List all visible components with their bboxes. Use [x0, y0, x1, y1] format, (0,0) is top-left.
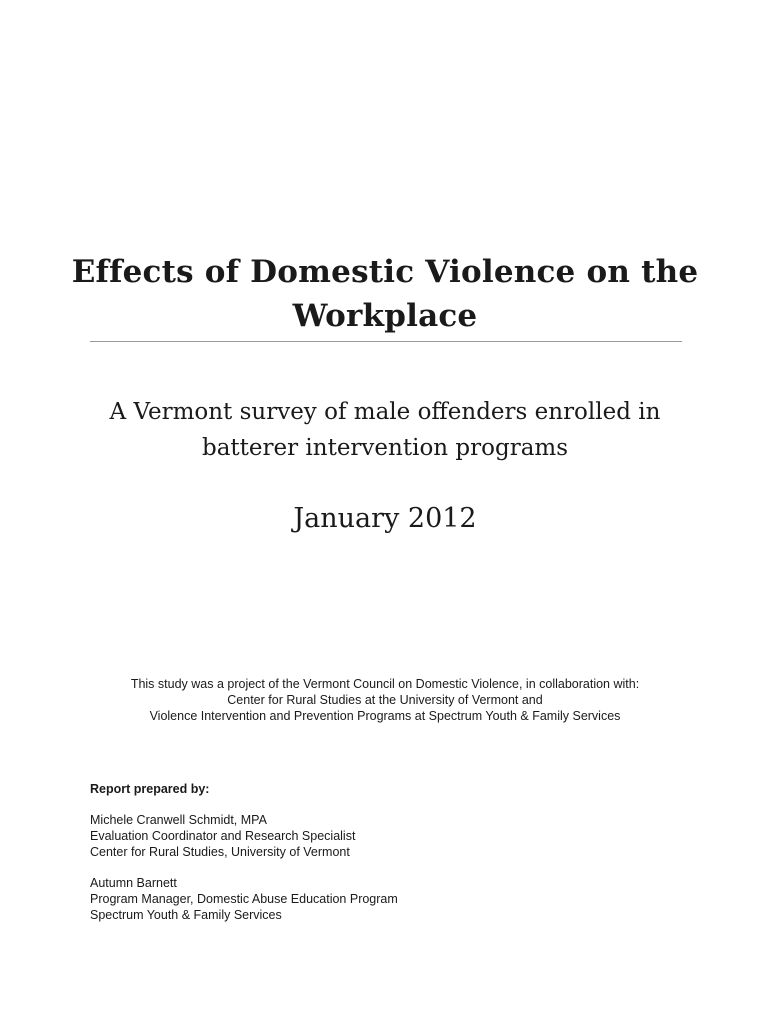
author-organization: Spectrum Youth & Family Services [90, 908, 282, 922]
subtitle-line-2: batterer intervention programs [201, 435, 569, 461]
subtitle-line-1: A Vermont survey of male offenders enrolled in [109, 399, 661, 425]
author-block [90, 812, 398, 860]
collaboration-note [80, 676, 690, 724]
title-line-2: Workplace [292, 298, 478, 334]
document-date: January 2012 [293, 503, 477, 534]
collaboration-line-1: This study was a project of the Vermont Council on Domestic Violence, in collaboration with: [130, 677, 640, 691]
document-subtitle [60, 394, 710, 466]
collaboration-line-2: Center for Rural Studies at the University of Vermont and [227, 693, 543, 707]
author-block [90, 875, 398, 923]
document-title [60, 250, 710, 338]
author-organization: Center for Rural Studies, University of Vermont [90, 845, 350, 859]
prepared-by-section [90, 781, 398, 938]
prepared-by-heading: Report prepared by: [90, 782, 210, 796]
collaboration-line-3: Violence Intervention and Prevention Programs at Spectrum Youth & Family Services [149, 709, 621, 723]
author-role: Evaluation Coordinator and Research Specialist [90, 829, 356, 843]
author-role: Program Manager, Domestic Abuse Education Program [90, 892, 398, 906]
title-line-1: Effects of Domestic Violence on the [71, 254, 699, 290]
author-name: Michele Cranwell Schmidt, MPA [90, 813, 267, 827]
title-divider [90, 341, 682, 342]
author-name: Autumn Barnett [90, 876, 177, 890]
